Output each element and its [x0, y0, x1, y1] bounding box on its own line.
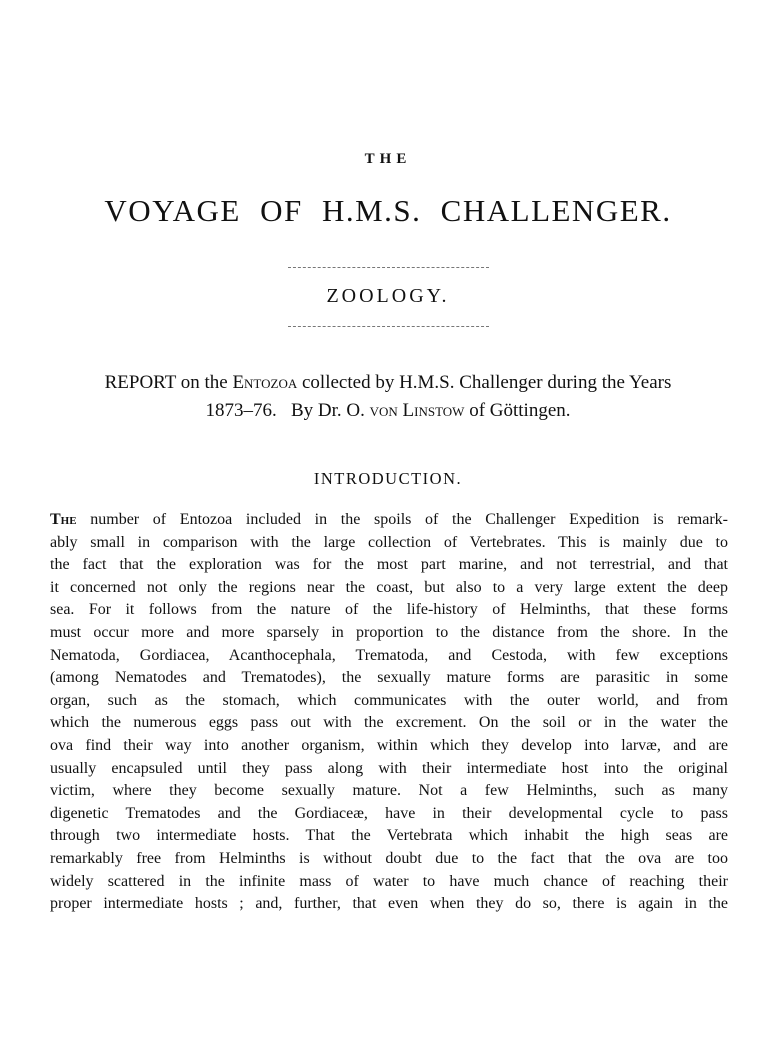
report-text: of Göttingen. — [469, 400, 571, 421]
report-entozoa: Entozoa — [232, 372, 298, 393]
divider-top — [288, 267, 489, 268]
body-line: remarkably free from Helminths is without doubt due to the fact that the ova are too — [50, 849, 728, 867]
report-text: collected by H.M.S. Challenger during the Years — [302, 372, 672, 393]
report-text: 1873–76. By Dr. O. — [205, 400, 365, 421]
report-word: REPORT — [104, 372, 176, 393]
report-title-line-1 — [48, 369, 728, 397]
body-line — [50, 509, 728, 532]
body-line: must occur more and more sparsely in proportion to the distance from the shore. In the — [50, 623, 728, 641]
body-line: usually encapsuled until they pass along with their intermediate host into the original — [50, 759, 728, 777]
report-title — [48, 369, 728, 425]
body-line: Nematoda, Gordiacea, Acanthocephala, Trematoda, and Cestoda, with few exceptions — [50, 646, 728, 664]
body-line: it concerned not only the regions near the coast, but also to a very large extent the deep — [50, 578, 728, 596]
body-line: widely scattered in the infinite mass of water to have much chance of reaching their — [50, 872, 728, 890]
introduction-body — [50, 509, 728, 916]
page-title: VOYAGE OF H.M.S. CHALLENGER. — [104, 193, 672, 228]
report-title-line-2 — [48, 397, 728, 425]
body-line: digenetic Trematodes and the Gordiaceæ, have in their developmental cycle to pass — [50, 804, 728, 822]
report-author: von Linstow — [369, 400, 465, 421]
body-line: victim, where they become sexually mature. Not a few Helminths, such as many — [50, 782, 728, 800]
introduction-heading: INTRODUCTION. — [313, 469, 463, 488]
body-line: proper intermediate hosts ; and, further, that even when they do so, there is again in the — [50, 895, 728, 913]
body-line: organ, such as the stomach, which communicates with the outer world, and from — [50, 691, 728, 709]
report-text: on the — [180, 372, 228, 393]
body-line: ably small in comparison with the large collection of Vertebrates. This is mainly due to — [50, 533, 728, 551]
body-line-text: number of Entozoa included in the spoils of the Challenger Expedition is remark- — [76, 511, 728, 528]
body-line: through two intermediate hosts. That the Vertebrata which inhabit the high seas are — [50, 827, 728, 845]
body-line: sea. For it follows from the nature of the life-history of Helminths, that these forms — [50, 601, 728, 619]
body-line: the fact that the exploration was for the most part marine, and not terrestrial, and that — [50, 556, 728, 574]
header-the: THE — [364, 151, 412, 167]
section-title: ZOOLOGY. — [326, 285, 450, 307]
divider-bottom — [288, 326, 489, 327]
lead-word: The — [50, 511, 77, 528]
body-line: ova find their way into another organism, within which they develop into larvæ, and are — [50, 736, 728, 754]
body-line: which the numerous eggs pass out with the excrement. On the soil or in the water the — [50, 714, 728, 732]
body-line: (among Nematodes and Trematodes), the sexually mature forms are parasitic in some — [50, 669, 728, 687]
